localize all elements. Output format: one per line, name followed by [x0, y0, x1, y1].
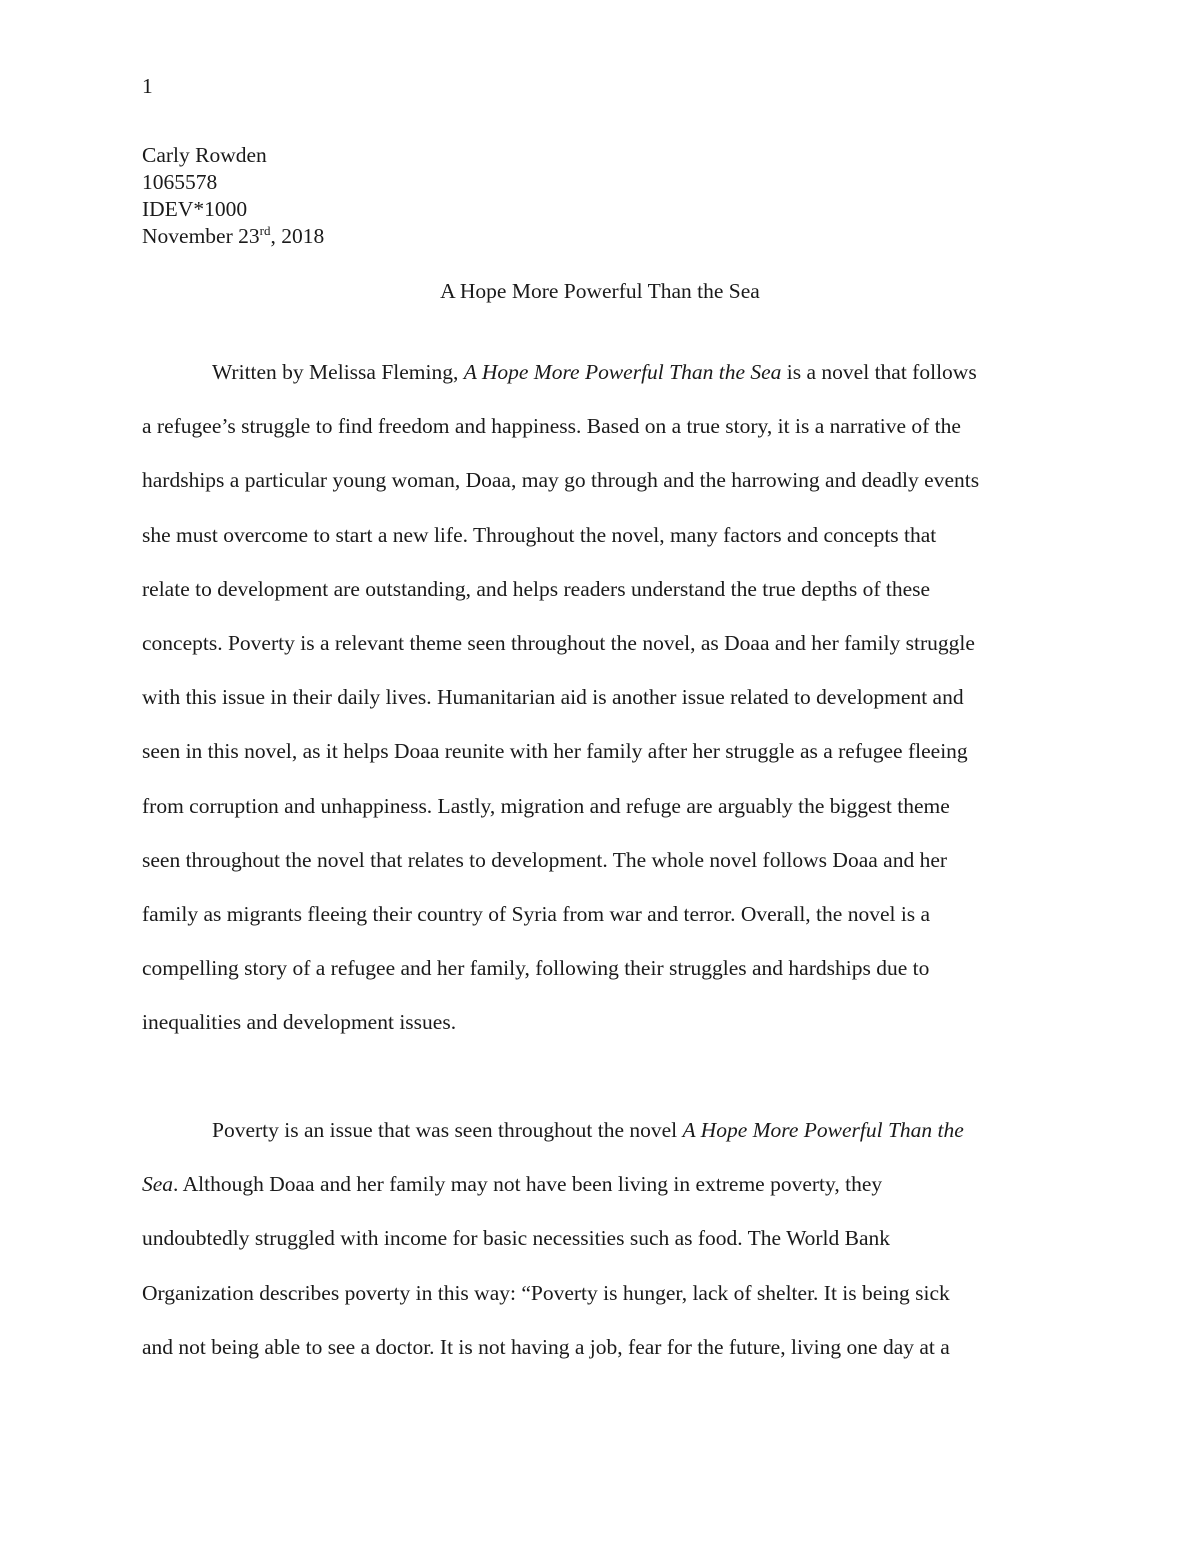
paragraph-line: seen in this novel, as it helps Doaa reunite with her family after her struggle as a refugee fleeing	[142, 739, 968, 764]
paragraph-line: undoubtedly struggled with income for basic necessities such as food. The World Bank	[142, 1226, 891, 1251]
student-id: 1065578	[142, 170, 218, 194]
line-text: . Although Doaa and her family may not have been living in extreme poverty, they	[173, 1172, 883, 1197]
paragraph-line: she must overcome to start a new life. Throughout the novel, many factors and concepts that	[142, 522, 937, 547]
book-title-italic: A Hope More Powerful Than the	[682, 1118, 964, 1142]
book-title-italic: A Hope More Powerful Than the Sea	[463, 360, 782, 384]
date-prefix: November 23	[142, 224, 260, 248]
line-text: is a novel that follows	[781, 360, 977, 384]
paragraph-line: inequalities and development issues.	[142, 1010, 457, 1035]
paragraph-line: concepts. Poverty is a relevant theme seen throughout the novel, as Doaa and her family struggle	[142, 630, 975, 655]
paragraph-poverty	[142, 1116, 1200, 1387]
paragraph-line: hardships a particular young woman, Doaa, may go through and the harrowing and deadly events	[142, 468, 980, 493]
paragraph-line: compelling story of a refugee and her family, following their struggles and hardships due to	[142, 956, 930, 981]
paragraph-line: and not being able to see a doctor. It is not having a job, fear for the future, living one day at a	[142, 1334, 950, 1359]
paragraph-line: Organization describes poverty in this way: “Poverty is hunger, lack of shelter. It is being sick	[142, 1280, 950, 1305]
line-text: Poverty is an issue that was seen throughout the novel	[212, 1118, 683, 1142]
date-suffix: , 2018	[270, 224, 325, 248]
date-superscript: rd	[259, 223, 271, 238]
paragraph-line	[142, 358, 1200, 412]
course-code: IDEV*1000	[142, 197, 248, 221]
page-number: 1	[142, 74, 153, 98]
header-block	[142, 142, 324, 250]
book-title-italic: Sea	[142, 1172, 174, 1197]
paragraph-line: with this issue in their daily lives. Humanitarian aid is another issue related to development and	[142, 685, 964, 710]
essay-title: A Hope More Powerful Than the Sea	[440, 279, 760, 303]
paragraph-intro	[142, 358, 1200, 1062]
paragraph-line: family as migrants fleeing their country of Syria from war and terror. Overall, the novel is a	[142, 901, 931, 926]
paragraph-line: seen throughout the novel that relates to development. The whole novel follows Doaa and her	[142, 847, 948, 872]
author-name: Carly Rowden	[142, 143, 267, 167]
paragraph-line	[142, 1170, 1200, 1224]
paragraph-line: from corruption and unhappiness. Lastly, migration and refuge are arguably the biggest theme	[142, 793, 950, 818]
paragraph-line: a refugee’s struggle to find freedom and happiness. Based on a true story, it is a narrative of the	[142, 414, 961, 439]
line-text: Written by Melissa Fleming,	[212, 360, 464, 384]
date-line	[142, 223, 324, 250]
paragraph-line: relate to development are outstanding, and helps readers understand the true depths of these	[142, 576, 931, 601]
paragraph-line	[142, 1116, 1200, 1170]
